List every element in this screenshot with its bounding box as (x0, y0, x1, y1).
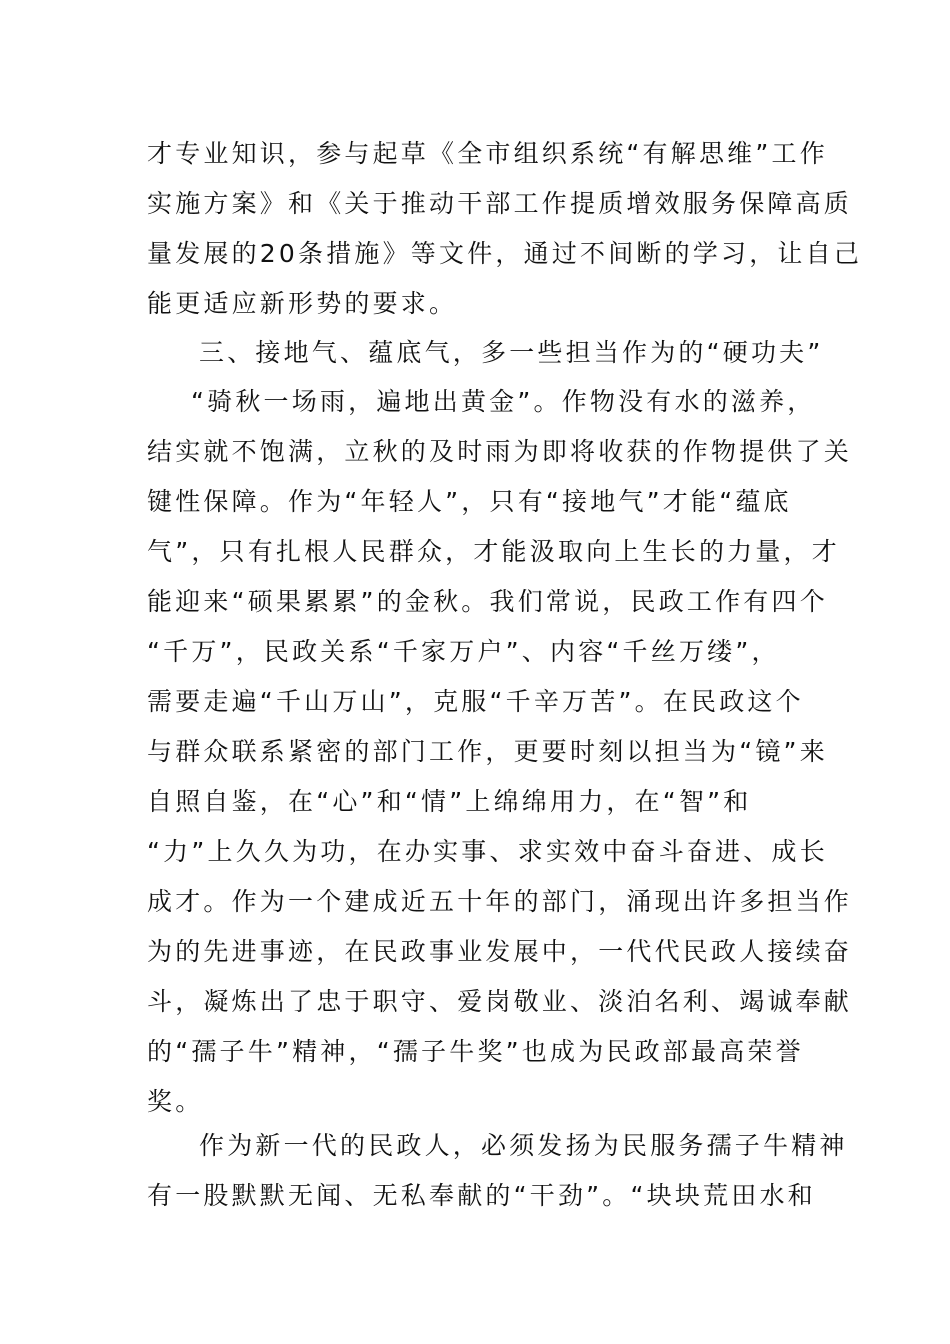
text-line: 能迎来“硕果累累”的金秋。我们常说，民政工作有四个 (147, 587, 828, 616)
text-line: 的“孺子牛”精神，“孺子牛奖”也成为民政部最高荣誉 (147, 1037, 804, 1066)
text-line: 与群众联系紧密的部门工作，更要时刻以担当为“镜”来 (147, 737, 828, 766)
section-heading-text: 三、接地气、蕴底气，多一些担当作为的“硬功夫” (199, 338, 824, 367)
text-line: 成才。作为一个建成近五十年的部门，涌现出许多担当作 (147, 887, 853, 916)
text-line: 斗，凝炼出了忠于职守、爱岗敬业、淡泊名利、竭诚奉献 (147, 987, 853, 1016)
paragraph-main (147, 377, 853, 1127)
paragraph-continued (147, 129, 863, 329)
text-line: “千万”，民政关系“千家万户”、内容“千丝万缕”， (147, 637, 780, 666)
text-line: 需要走遍“千山万山”，克服“千辛万苦”。在民政这个 (147, 687, 804, 716)
text-line: “骑秋一场雨，遍地出黄金”。作物没有水的滋养， (191, 387, 816, 416)
text-line: 键性保障。作为“年轻人”，只有“接地气”才能“蕴底 (147, 487, 792, 516)
text-line: 有一股默默无闻、无私奉献的“干劲”。“块块荒田水和 (147, 1181, 816, 1210)
text-line: 能更适应新形势的要求。 (147, 289, 458, 318)
paragraph-next (147, 1121, 848, 1221)
text-line: 奖。 (147, 1087, 204, 1116)
text-line: “力”上久久为功，在办实事、求实效中奋斗奋进、成长 (147, 837, 828, 866)
text-line: 实施方案》和《关于推动干部工作提质增效服务保障高质 (147, 189, 853, 218)
text-line: 量发展的20条措施》等文件，通过不间断的学习，让自己 (147, 239, 863, 268)
text-line: 气”，只有扎根人民群众，才能汲取向上生长的力量，才 (147, 537, 840, 566)
text-line: 自照自鉴，在“心”和“情”上绵绵用力，在“智”和 (147, 787, 752, 816)
text-line: 为的先进事迹，在民政事业发展中，一代代民政人接续奋 (147, 937, 853, 966)
text-line: 结实就不饱满，立秋的及时雨为即将收获的作物提供了关 (147, 437, 853, 466)
section-heading (147, 328, 824, 378)
text-line: 才专业知识，参与起草《全市组织系统“有解思维”工作 (147, 139, 828, 168)
text-line: 作为新一代的民政人，必须发扬为民服务孺子牛精神 (199, 1131, 848, 1160)
